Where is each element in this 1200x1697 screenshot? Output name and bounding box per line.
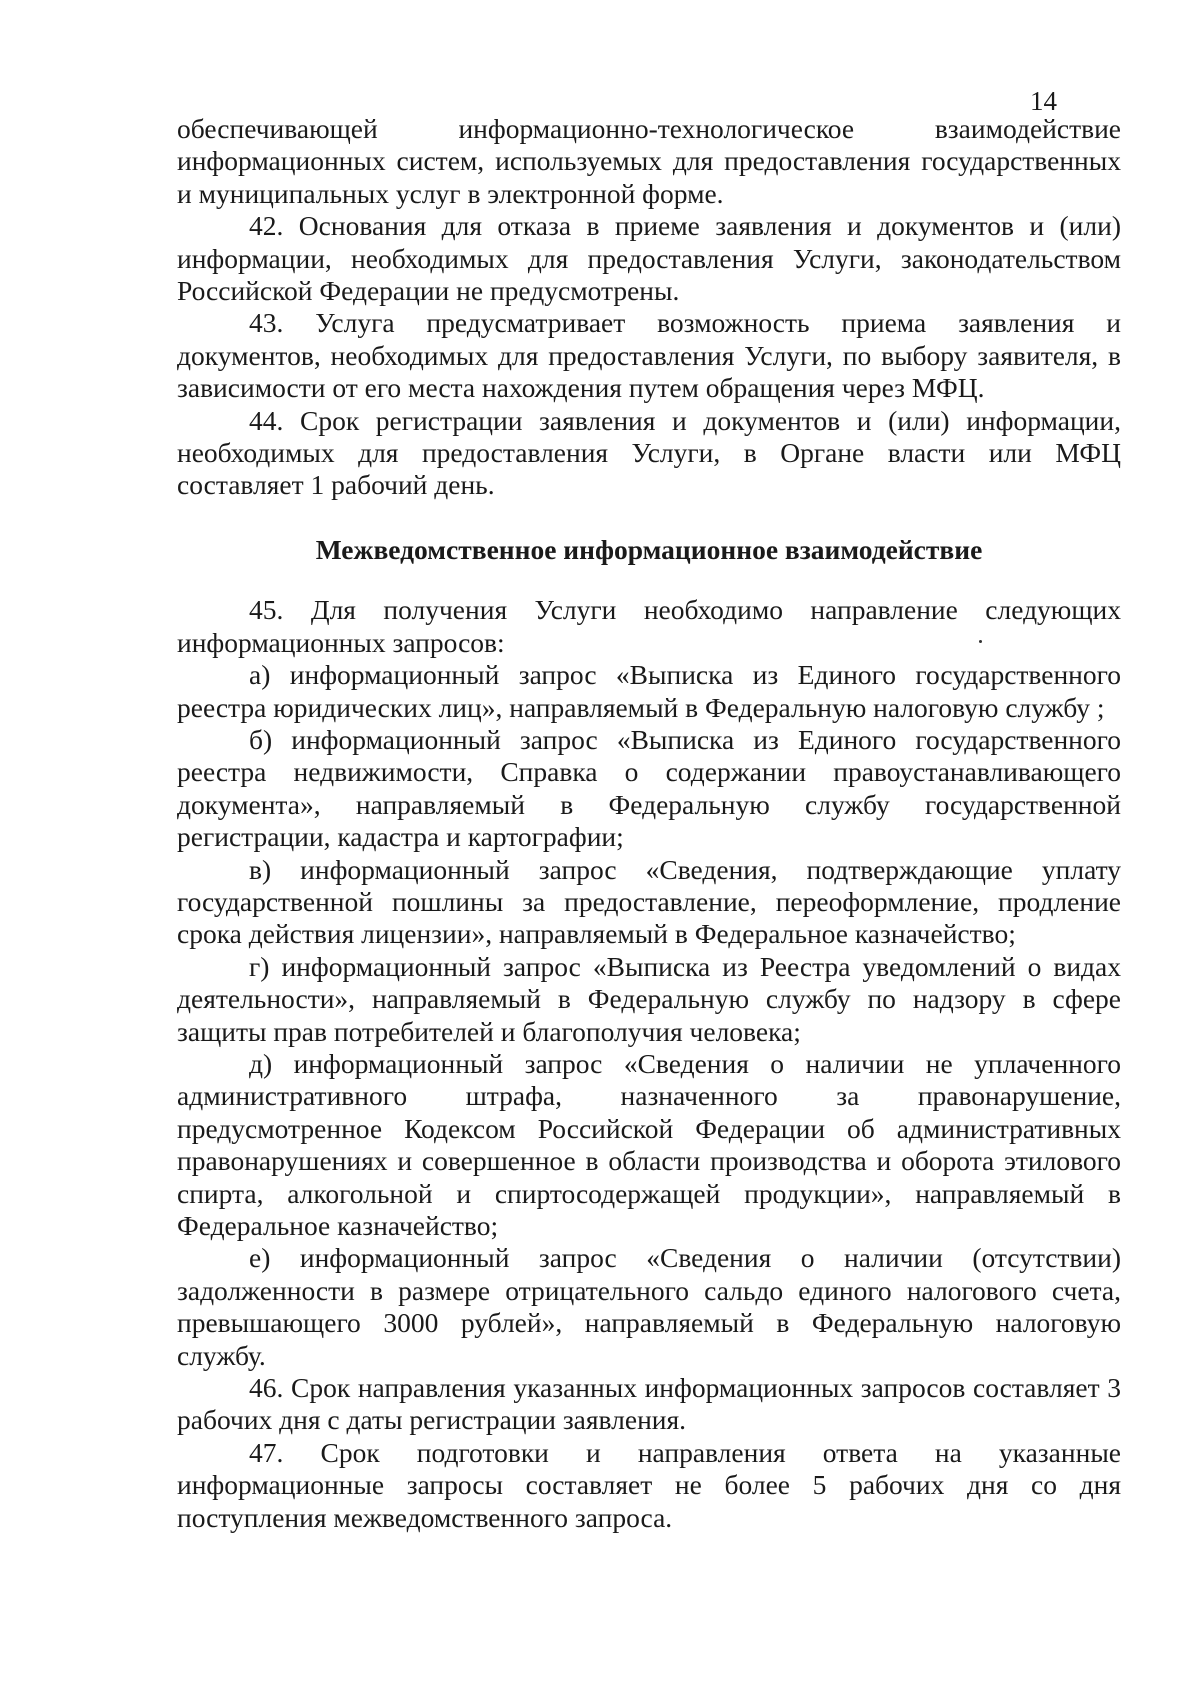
list-item-v: в) информационный запрос «Сведения, подтверждающие уплату государственной пошлины за предоставление, переоформление, продление срока действия лицензии», направляемый в Федеральное казначейство; (177, 853, 1121, 950)
list-item-b: б) информационный запрос «Выписка из Единого государственного реестра недвижимости, Справка о содержании правоустанавливающего документа», направляемый в Федеральную службу государственной регистрации, кадастра и картографии; (177, 723, 1121, 853)
section-heading: Межведомственное информационное взаимодействие (315, 533, 983, 565)
list-item-e: е) информационный запрос «Сведения о наличии (отсутствии) задолженности в размере отрицательного сальдо единого налогового счета, превышающего 3000 рублей», направляемый в Федеральную налоговую службу. (177, 1242, 1121, 1371)
document-body (177, 113, 1121, 1534)
paragraph-intro-continuation: обеспечивающей информационно-технологическое взаимодействие информационных систем, используемых для предоставления государственных и муниципальных услуг в электронной форме. (177, 113, 1121, 209)
list-item-d: д) информационный запрос «Сведения о наличии не уплаченного административного штрафа, назначенного за правонарушение, предусмотренное Кодексом Российской Федерации об административных правонарушениях и совершенное в области производства и оборота этилового спирта, алкогольной и спиртосодержащей продукции», направляемый в Федеральное казначейство; (177, 1047, 1121, 1241)
paragraph-43: 43. Услуга предусматривает возможность приема заявления и документов, необходимых для предоставления Услуги, по выбору заявителя, в зависимости от его места нахождения путем обращения через МФЦ. (177, 307, 1121, 404)
paragraph-42: 42. Основания для отказа в приеме заявления и документов и (или) информации, необходимых для предоставления Услуги, законодательством Российской Федерации не предусмотрены. (177, 210, 1121, 307)
list-item-g: г) информационный запрос «Выписка из Реестра уведомлений о видах деятельности», направляемый в Федеральную службу по надзору в сфере защиты прав потребителей и благополучия человека; (177, 950, 1121, 1047)
paragraph-46: 46. Срок направления указанных информационных запросов составляет 3 рабочих дня с даты регистрации заявления. (177, 1372, 1121, 1436)
list-item-a: а) информационный запрос «Выписка из Единого государственного реестра юридических лиц», направляемый в Федеральную налоговую службу ; (177, 659, 1121, 723)
paragraph-44: 44. Срок регистрации заявления и документов и (или) информации, необходимых для предоставления Услуги, в Органе власти или МФЦ составляет 1 рабочий день. (177, 404, 1121, 501)
page-number: 14 (1030, 86, 1057, 116)
paragraph-45: 45. Для получения Услуги необходимо направление следующих информационных запросов: (177, 594, 1121, 658)
paragraph-47: 47. Срок подготовки и направления ответа на указанные информационные запросы составляет не более 5 рабочих дня со дня поступления межведомственного запроса. (177, 1436, 1121, 1533)
